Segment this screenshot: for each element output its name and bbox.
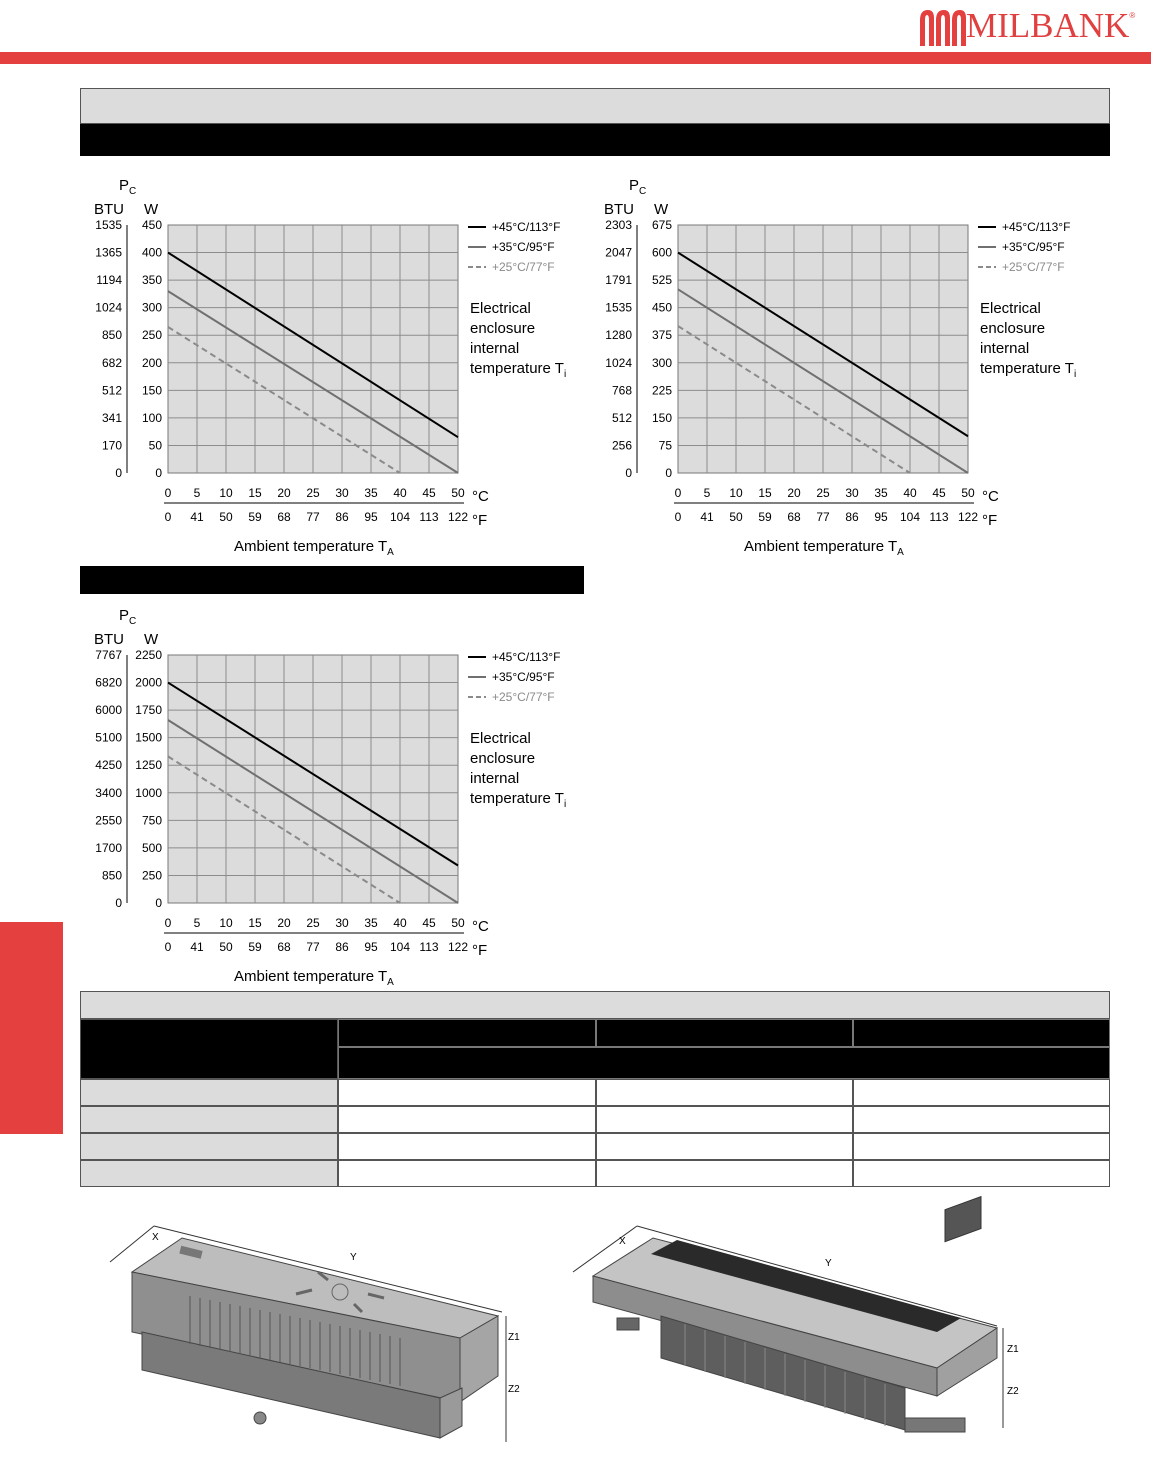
celsius-tick-label: 35 [364,916,378,930]
w-tick-label: 0 [665,466,672,480]
btu-tick-label: 682 [101,355,122,370]
celsius-tick-label: 40 [903,486,917,500]
btu-tick-label: 2047 [605,245,632,260]
dim-z2-label: Z2 [508,1384,520,1395]
fahrenheit-tick-label: 95 [874,510,888,524]
fahrenheit-tick-label: 122 [957,510,979,524]
fahrenheit-tick-label: 113 [419,940,439,954]
w-tick-label: 1500 [135,730,162,745]
annotation-line: temperature $T_i$ [470,790,567,810]
fahrenheit-tick-label: 86 [335,510,349,524]
celsius-tick-label: 25 [816,486,830,500]
fahrenheit-tick-label: 41 [190,510,204,524]
w-tick-label: 750 [141,813,162,828]
legend-label: +25°C/77°F [1002,260,1065,274]
w-tick-label: 1000 [135,785,162,800]
w-tick-label: 1750 [135,703,162,718]
dim-y-label: Y [825,1258,832,1269]
btu-tick-label: 850 [101,868,122,883]
air-conditioner-illustration-right [565,1218,1025,1448]
table-header-cell [596,1019,853,1047]
dim-x-label: X [152,1232,159,1243]
w-tick-label: 150 [141,383,162,398]
annotation-sub: i [563,799,567,810]
fahrenheit-tick-label: 122 [447,510,469,524]
celsius-tick-label: 30 [335,916,349,930]
fahrenheit-unit: °F [472,512,488,529]
fahrenheit-tick-label: 41 [700,510,714,524]
fahrenheit-tick-label: 50 [729,510,743,524]
btu-tick-label: 1194 [96,273,122,288]
table-cell [853,1106,1110,1133]
milbank-arch-icon [918,6,968,46]
annotation-line: internal [980,340,1030,357]
fahrenheit-tick-label: 41 [190,940,204,954]
dim-z1-label: Z1 [1007,1344,1019,1355]
celsius-unit: °C [472,918,489,935]
table-row-label [80,1133,338,1160]
btu-tick-label: 4250 [95,758,122,773]
table-cell [853,1079,1110,1106]
w-tick-label: 75 [658,438,672,453]
legend-label: +45°C/113°F [1002,220,1071,234]
celsius-unit: °C [982,488,999,505]
spec-table [80,991,1110,1187]
fahrenheit-tick-label: 95 [364,940,378,954]
w-tick-label: 300 [651,355,672,370]
celsius-tick-label: 50 [961,486,975,500]
celsius-tick-label: 15 [248,916,262,930]
w-tick-label: 250 [141,328,162,343]
annotation-line: temperature $T_i$ [980,360,1077,380]
annotation-line: Electrical [470,300,531,317]
fahrenheit-tick-label: 68 [277,940,291,954]
fahrenheit-tick-label: 59 [248,510,262,524]
fahrenheit-tick-label: 104 [899,510,921,524]
annotation-line: enclosure [470,750,536,767]
celsius-tick-label: 45 [422,486,436,500]
x-axis-title-sub: A [897,547,904,558]
fahrenheit-tick-label: 95 [364,510,378,524]
celsius-tick-label: 40 [393,486,407,500]
btu-tick-label: 1024 [95,300,122,315]
btu-tick-label: 2303 [605,218,632,232]
table-cell [596,1160,853,1187]
btu-tick-label: 0 [625,466,632,480]
celsius-tick-label: 35 [874,486,888,500]
btu-tick-label: 6820 [95,675,122,690]
btu-tick-label: 1700 [95,840,122,855]
w-tick-label: 400 [141,245,162,260]
legend-label: +35°C/95°F [492,240,555,254]
fahrenheit-tick-label: 122 [447,940,469,954]
btu-tick-label: 256 [611,438,632,453]
celsius-tick-label: 0 [164,486,172,500]
section-header-black [80,124,1110,156]
y-axis-title-sub: C [129,616,137,627]
table-cell [338,1133,596,1160]
w-tick-label: 50 [148,438,162,453]
side-tab [0,922,63,1134]
celsius-tick-label: 25 [306,486,320,500]
w-tick-label: 450 [141,218,162,232]
w-tick-label: 225 [651,383,672,398]
w-tick-label: 450 [651,300,672,315]
w-tick-label: 300 [141,300,162,315]
fahrenheit-tick-label: 86 [845,510,859,524]
right-unit-label: W [144,631,159,648]
fahrenheit-tick-label: 77 [306,510,320,524]
y-axis-title-sub: C [639,186,647,197]
milbank-logo [918,6,1135,46]
btu-tick-label: 0 [115,466,122,480]
celsius-tick-label: 20 [277,916,291,930]
btu-tick-label: 1365 [95,245,122,260]
table-cell [338,1160,596,1187]
registered-mark: ® [1129,11,1136,20]
btu-tick-label: 6000 [95,703,122,718]
celsius-tick-label: 15 [248,486,262,500]
fahrenheit-tick-label: 59 [248,940,262,954]
section-header-grey [80,88,1110,124]
x-axis-title: Ambient temperature $T_A$ [234,538,394,558]
fahrenheit-tick-label: 104 [389,510,411,524]
w-tick-label: 200 [141,355,162,370]
celsius-tick-label: 20 [277,486,291,500]
fahrenheit-tick-label: 50 [219,510,233,524]
right-unit-label: W [144,201,159,218]
table-header-cell [853,1019,1110,1047]
w-tick-label: 500 [141,840,162,855]
celsius-tick-label: 10 [729,486,743,500]
table-cell [596,1133,853,1160]
chart-2 [590,166,1151,556]
y-axis-title: $P_C$ [119,607,137,627]
celsius-tick-label: 45 [932,486,946,500]
legend-label: +45°C/113°F [492,220,561,234]
celsius-unit: °C [472,488,489,505]
y-axis-title: $P_C$ [119,177,137,197]
left-unit-label: BTU [94,201,124,218]
table-row-label [80,1079,338,1106]
fahrenheit-tick-label: 113 [419,510,439,524]
celsius-tick-label: 25 [306,916,320,930]
fahrenheit-tick-label: 59 [758,510,772,524]
celsius-tick-label: 5 [703,486,711,500]
header-band [0,52,1151,64]
w-tick-label: 675 [651,218,672,232]
celsius-tick-label: 5 [193,486,201,500]
fahrenheit-tick-label: 77 [306,940,320,954]
annotation-line: enclosure [980,320,1046,337]
left-unit-label: BTU [94,631,124,648]
w-tick-label: 375 [651,328,672,343]
btu-tick-label: 1535 [95,218,122,232]
fahrenheit-tick-label: 113 [929,510,949,524]
chart3-header-black [80,566,584,594]
fahrenheit-tick-label: 0 [164,510,172,524]
celsius-tick-label: 35 [364,486,378,500]
w-tick-label: 2000 [135,675,162,690]
btu-tick-label: 5100 [95,730,122,745]
btu-tick-label: 1791 [605,273,632,288]
w-tick-label: 250 [141,868,162,883]
fahrenheit-tick-label: 77 [816,510,830,524]
btu-tick-label: 512 [101,383,122,398]
x-axis-title-sub: A [387,547,394,558]
legend-label: +45°C/113°F [492,650,561,664]
y-axis-title: $P_C$ [629,177,647,197]
btu-tick-label: 768 [611,383,632,398]
x-axis-title: Ambient temperature $T_A$ [234,968,394,988]
fahrenheit-unit: °F [982,512,998,529]
annotation-sub: i [563,369,567,380]
w-tick-label: 0 [155,896,162,910]
btu-tick-label: 0 [115,896,122,910]
celsius-tick-label: 20 [787,486,801,500]
celsius-tick-label: 40 [393,916,407,930]
btu-tick-label: 1024 [605,355,632,370]
btu-tick-label: 1280 [605,328,632,343]
annotation-line: Electrical [470,730,531,747]
celsius-tick-label: 50 [451,486,465,500]
w-tick-label: 100 [141,410,162,425]
btu-tick-label: 1535 [605,300,632,315]
fahrenheit-tick-label: 68 [277,510,291,524]
fahrenheit-tick-label: 86 [335,940,349,954]
w-tick-label: 1250 [135,758,162,773]
brand-name: MILBANK [966,6,1130,45]
w-tick-label: 150 [651,410,672,425]
celsius-tick-label: 50 [451,916,465,930]
table-header-cell [80,1019,338,1079]
annotation-sub: i [1073,369,1077,380]
table-header-cell [338,1019,596,1047]
annotation-line: internal [470,340,520,357]
table-cell [853,1160,1110,1187]
celsius-tick-label: 30 [845,486,859,500]
celsius-tick-label: 30 [335,486,349,500]
celsius-tick-label: 10 [219,486,233,500]
fahrenheit-tick-label: 0 [164,940,172,954]
legend-label: +35°C/95°F [1002,240,1065,254]
table-cell [853,1133,1110,1160]
celsius-tick-label: 0 [164,916,172,930]
fahrenheit-tick-label: 104 [389,940,411,954]
celsius-tick-label: 45 [422,916,436,930]
chart-1 [80,166,660,556]
legend-label: +25°C/77°F [492,690,555,704]
w-tick-label: 350 [141,273,162,288]
chart-3 [80,596,660,986]
fahrenheit-tick-label: 50 [219,940,233,954]
annotation-line: enclosure [470,320,536,337]
table-cell [596,1079,853,1106]
btu-tick-label: 850 [101,328,122,343]
celsius-tick-label: 5 [193,916,201,930]
annotation-line: internal [470,770,520,787]
w-tick-label: 525 [651,273,672,288]
dim-y-label: Y [350,1252,357,1263]
btu-tick-label: 7767 [95,648,122,662]
table-row-label [80,1160,338,1187]
legend-label: +25°C/77°F [492,260,555,274]
celsius-tick-label: 10 [219,916,233,930]
x-axis-title-sub: A [387,977,394,988]
annotation-line: temperature $T_i$ [470,360,567,380]
btu-tick-label: 341 [101,410,122,425]
fahrenheit-tick-label: 0 [674,510,682,524]
btu-tick-label: 2550 [95,813,122,828]
annotation-line: Electrical [980,300,1041,317]
w-tick-label: 0 [155,466,162,480]
left-unit-label: BTU [604,201,634,218]
legend-label: +35°C/95°F [492,670,555,684]
table-subheader-cell [338,1047,1110,1079]
btu-tick-label: 512 [611,410,632,425]
table-cell [596,1106,853,1133]
air-conditioner-illustration-left [100,1220,520,1450]
y-axis-title-sub: C [129,186,137,197]
btu-tick-label: 170 [101,438,122,453]
fahrenheit-unit: °F [472,942,488,959]
table-cell [338,1106,596,1133]
right-unit-label: W [654,201,669,218]
celsius-tick-label: 0 [674,486,682,500]
w-tick-label: 600 [651,245,672,260]
table-title-row [80,991,1110,1019]
table-row-label [80,1106,338,1133]
table-cell [338,1079,596,1106]
dim-z2-label: Z2 [1007,1386,1019,1397]
celsius-tick-label: 15 [758,486,772,500]
w-tick-label: 2250 [135,648,162,662]
dim-z1-label: Z1 [508,1332,520,1343]
fahrenheit-tick-label: 68 [787,510,801,524]
x-axis-title: Ambient temperature $T_A$ [744,538,904,558]
dim-x-label: X [619,1236,626,1247]
btu-tick-label: 3400 [95,785,122,800]
